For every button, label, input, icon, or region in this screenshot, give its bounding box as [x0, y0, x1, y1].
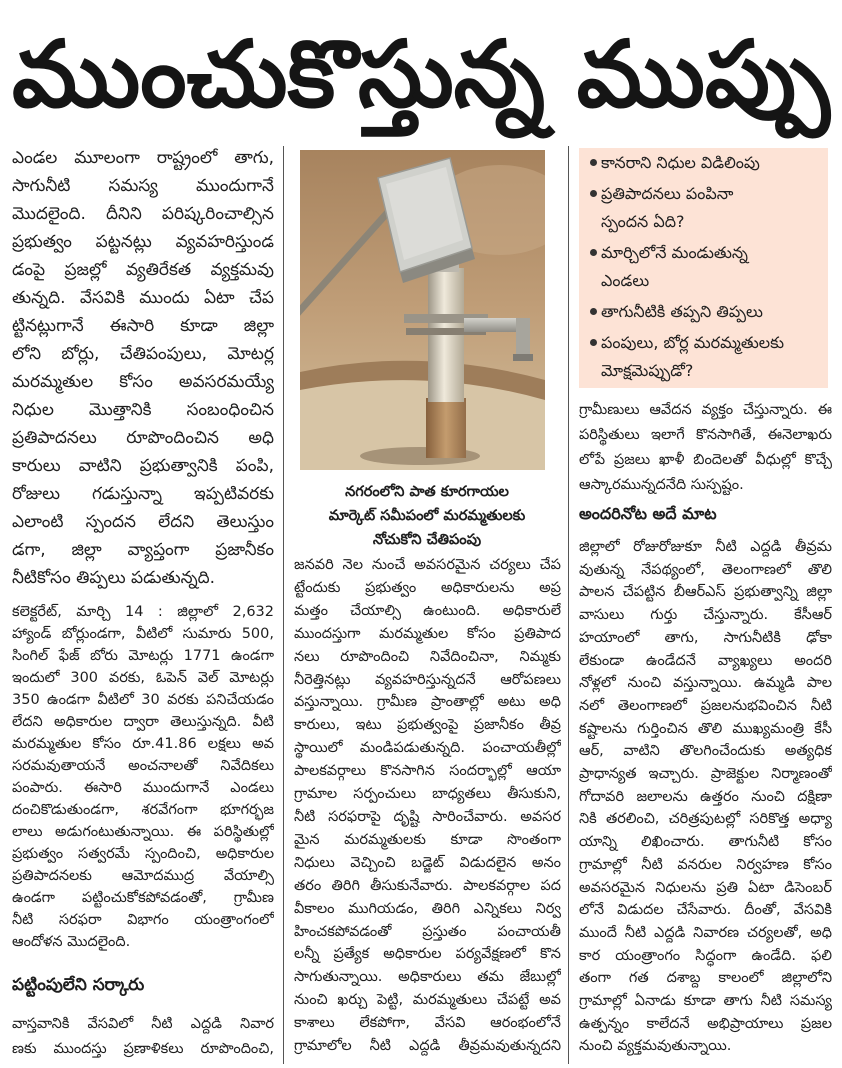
text-line: ప్రాధాన్యత ఇచ్చారు. ప్రాజెక్టుల నిర్మాణంతో [579, 766, 832, 783]
text-line: లేకుండా ఉండేదనే వ్యాఖ్యలు అందరి [579, 652, 832, 669]
text-line: నీటి సరఫరా విభాగం యంత్రాంగంలో [12, 912, 274, 928]
text-line: వుతున్న నేపథ్యంలో, తెలంగాణలో తొలి [579, 561, 832, 578]
text-line: లాలు అడుగంటుతున్నాయి. ఈ పరిస్థితుల్లో [12, 824, 274, 840]
subheading [579, 500, 832, 528]
text-line: మరమ్మతుల కోసం అవసరమయ్యే [12, 372, 274, 392]
text-line: మరమ్మతుల కోసం రూ.41.86 లక్షలు అవ [12, 736, 274, 752]
text-line: ఎండలు [601, 271, 650, 290]
text-line: నీటికోసం తిప్పలు పడుతున్నది. [12, 568, 216, 588]
text-line: మార్కెట్ సమీపంలో మరమ్మతులకు [328, 508, 526, 524]
text-line: సరమవుతాయనే అంచనాలతో నివేదికలు [12, 758, 274, 774]
text-line: మొదలైంది. దీనిని పరిష్కరించాల్సిన [12, 204, 274, 224]
highlight-text [601, 180, 822, 236]
text-line: కానరాని నిధుల విడిలింపు [601, 153, 760, 172]
highlight-text [601, 239, 822, 295]
column-divider [283, 146, 284, 1064]
text-line: కారులు, ఇటు ప్రభుత్వంపై ప్రజానీకం తీవ్ర [294, 717, 561, 734]
text-line: ప్రతిపాదనలు రూపొందించిన అధి [12, 428, 274, 448]
text-line: ముందే నీటి ఎద్దడి నివారణ చర్యలతో, అధి [579, 924, 832, 941]
text-line: నుంచి వ్యక్తమవుతున్నాయి. [579, 1038, 732, 1055]
pump-base [426, 398, 466, 458]
text-line: సాగుతున్నాయి. అధికారులు తమ జేబుల్లో [294, 969, 561, 986]
text-line: నిధులు వెచ్చించి బడ్జెట్ విడుదలైన అనం [294, 854, 561, 871]
highlight-item [579, 329, 828, 385]
text-line: తంగా గత దశాబ్ద కాలంలో జిల్లాలోని [579, 970, 832, 987]
text-line: పాలకవర్గాలు కొనసాగిన సందర్భాల్లో ఆయా [294, 763, 561, 780]
text-line: గోదావరి జలాలను ఉత్తరం నుంచి దక్షిణా [579, 788, 832, 805]
text-line: నోచుకోని చేతిపంపు [372, 532, 482, 548]
text-line: ప్రభుత్వం పట్టనట్లు వ్యవహరిస్తుండ [12, 232, 274, 252]
text-line: నోళ్లలో నుంచి వస్తున్నాయి. ఉమ్మడి పాల [579, 675, 832, 692]
text-line: మైన మరమ్మతులకు కూడా సొంతంగా [294, 831, 561, 848]
highlight-item [579, 298, 828, 326]
text-line: ఎండల మూలంగా రాష్ట్రంలో తాగు, [12, 148, 274, 168]
subheading [12, 971, 274, 999]
text-line: కష్టాలను గుర్తించిన తొలి ముఖ్యమంత్రి కేసీ [579, 720, 832, 737]
text-line: హ్యాండ్ బోర్లుండగా, వీటిలో సుమారు 500, [12, 626, 274, 642]
text-line: ఉత్పన్నం కాలేదనే అభిప్రాయాలు ప్రజల [579, 1015, 832, 1032]
text-line: 350 ఉండగా వీటిలో 30 వరకు పనిచేయడం [12, 692, 274, 708]
text-line: కాశాలు లేకపోగా, వేసవి ఆరంభంలోనే [294, 1015, 561, 1032]
text-line: తున్నది. వేసవికి ముందు ఏటా చేప [12, 288, 274, 308]
text-line: డగా, జిల్లా వ్యాప్తంగా ప్రజానీకం [12, 540, 274, 560]
right-body-paragraph [579, 536, 832, 1062]
text-line: నలో తెలంగాణలో ప్రజలనుభవించిన నీటి [579, 697, 832, 714]
bullet-icon [590, 249, 597, 256]
text-line: నీటి సరఫరాపై దృష్టి సారించేవారు. అవసర [294, 808, 561, 825]
text-line: నుంచి ఖర్చు పెట్టి, మరమ్మతులు చేపట్టే అవ [294, 992, 561, 1009]
text-line: గ్రామీణులు ఆవేదన వ్యక్తం చేస్తున్నారు. ఈ [579, 402, 832, 418]
text-line: ట్టేందుకు ప్రభుత్వం అధికారులను అప్ర [294, 579, 561, 596]
text-line: ప్రభుత్వం సత్వరమే స్పందించి, అధికారుల [12, 846, 274, 862]
text-line: లన్నీ ప్రత్యేక అధికారుల పర్యవేక్షణలో కొన [294, 946, 561, 963]
text-line: ణకు ముందస్తు ప్రణాళికలు రూపొందించి, [12, 1041, 274, 1057]
left-body-paragraph [12, 601, 274, 955]
text-line: గ్రామాల్లో ఏనాడు కూడా తాగు నీటి సమస్య [579, 993, 832, 1010]
headline: ముంచుకొస్తున్న ముప్పు [12, 21, 830, 128]
text-line: హయాంలో తాగు, సాగునీటికి ఢోకా [579, 629, 832, 646]
text-line: పంపులు, బోర్ల మరమ్మతులకు [601, 333, 785, 352]
text-line: రోజులు గడుస్తున్నా ఇప్పటివరకు [12, 484, 274, 504]
text-line: ఇందులో 300 వరకు, ఓపెన్ వెల్ మోటర్లు [12, 670, 274, 686]
text-line: మత్తం చేయాల్సి ఉంటుంది. అధికారులే [294, 602, 561, 619]
photo-frame [300, 150, 545, 470]
text-line: లోపే ప్రజలు ఖాళీ బిందెలతో వీధుల్లో కొచ్చే [579, 452, 832, 468]
column-divider [568, 146, 569, 1064]
text-line: పంపారు. ఈసారి ముందుగానే ఎండలు [12, 780, 274, 796]
text-line: మోక్షమెప్పుడో? [601, 361, 694, 380]
text-line: ట్టినట్లుగానే ఈసారి కూడా జిల్లా [12, 316, 274, 336]
text-line: స్థాయిలో మండిపడుతున్నది. పంచాయతీల్లో [294, 740, 561, 757]
text-line: హించకపోవడంతో ప్రస్తుతం పంచాయతీ [294, 923, 561, 940]
text-line: వస్తున్నాయి. గ్రామీణ ప్రాంతాల్లో అటు అధి [294, 694, 561, 711]
text-line: వీకాలం ముగియడం, తిరిగి ఎన్నికలు నిర్వ [294, 900, 561, 917]
text-line: ఆస్కారమున్నదనేది సుస్పష్టం. [579, 477, 744, 493]
hand-pump-photo [300, 150, 545, 470]
bullet-icon [590, 339, 597, 346]
text-line: కలెక్టరేట్, మార్చి 14 : జిల్లాలో 2,632 [12, 604, 274, 620]
text-line: ముందస్తుగా మరమ్మతుల కోసం ప్రతిపాద [294, 625, 561, 642]
highlight-text [601, 329, 822, 385]
text-line: ఆర్, వాటిని తొలగించేందుకు అత్యధిక [579, 743, 832, 760]
text-line: దంచికొడుతుండగా, శరవేగంగా భూగర్భజ [12, 802, 274, 818]
highlight-item [579, 239, 828, 295]
highlight-text [601, 149, 822, 177]
text-line: స్పందన ఏది? [601, 212, 685, 231]
text-line: లోనే విడుదల చేసేవారు. దీంతో, వేసవికి [579, 902, 832, 919]
text-line: ఎలాంటి స్పందన లేదని తెలుస్తుం [12, 512, 274, 532]
text-line: కార యంత్రాంగం సిద్ధంగా ఉండేది. ఫలి [579, 947, 832, 964]
text-line: పరిస్థితులు ఇలాగే కొనసాగితే, ఈనెలాఖరు [579, 427, 832, 443]
right-intro-paragraph [579, 398, 832, 500]
text-line: ప్రతిపాదనలు పంపినా [601, 184, 734, 203]
lead-paragraph [12, 144, 274, 594]
middle-body-paragraph [294, 554, 561, 1062]
text-line: వాసులు గుర్తు చేస్తున్నారు. కేసీఆర్ [579, 607, 832, 624]
highlight-text [601, 298, 822, 326]
text-line: లోని బోర్లు, చేతిపంపులు, మోటర్ల [12, 344, 274, 364]
text-line: ఉండగా పట్టించుకోకపోవడంతో, గ్రామీణ [12, 890, 274, 906]
text-line: మార్చిలోనే మండుతున్న [601, 243, 748, 262]
text-line: కారులు వాటిని ప్రభుత్వానికి పంపి, [12, 456, 274, 476]
text-line: గ్రామాల సర్పంచులు బాధ్యతలు తీసుకుని, [294, 786, 561, 803]
text-line: డంపై ప్రజల్లో వ్యతిరేకత వ్యక్తమవు [12, 260, 274, 280]
text-line: నికి తరలించి, చరిత్రపుటల్లో సరికొత్త అధ్యా [579, 811, 832, 828]
text-line: ప్రతిపాదనలకు ఆమోదముద్ర వేయాల్సి [12, 868, 274, 884]
text-line: అవసరమైన నిధులను ప్రతి ఏటా డిసెంబర్ [579, 879, 832, 896]
text-line: నలు రూపొందించి నివేదించినా, నిమ్మకు [294, 648, 561, 665]
highlight-item [579, 149, 828, 177]
text-line: వాస్తవానికి వేసవిలో నీటి ఎద్దడి నివార [12, 1016, 274, 1032]
text-line: గ్రామాలోల నీటి ఎద్దడి తీవ్రమవుతున్నదని [294, 1038, 561, 1055]
text-line: తరం తిరిగి తీసుకునేవారు. పాలకవర్గాల పద [294, 877, 561, 894]
text-line: గ్రామాల్లో నీటి వనరుల నిర్వహణ కోసం [579, 856, 832, 873]
text-line: తాగునీటికి తప్పని తిప్పలు [601, 302, 763, 321]
text-line: సాగునీటి సమస్య ముందుగానే [12, 176, 274, 196]
text-line: పాలన చేపట్టిన బీఆర్ఎస్ ప్రభుత్వాన్ని జిల్లా [579, 584, 832, 601]
text-line: జిల్లాలో రోజురోజుకూ నీటి ఎద్దడి తీవ్రమ [579, 539, 832, 555]
text-line: నిధుల మొత్తానికి సంబంధించిన [12, 400, 274, 420]
highlights-box [579, 148, 828, 388]
bullet-icon [590, 190, 597, 197]
subheading-text: అందరినోట అదే మాట [579, 504, 717, 523]
bullet-icon [590, 159, 597, 166]
text-line: లేదని అధికారుల ద్వారా తెలుస్తున్నది. వీటి [12, 714, 274, 730]
text-line: యాన్ని లిఖించారు. తాగునీటి కోసం [579, 834, 832, 851]
subheading-text: పట్టింపులేని సర్కారు [12, 975, 145, 995]
text-line: ఆందోళన మొదలైంది. [12, 934, 131, 950]
text-line: సింగిల్ ఫేజ్ బోరు మోటర్లు 1771 ఉండగా [12, 648, 274, 664]
photo-caption [294, 480, 560, 554]
text-line: జనవరి నెల నుంచే అవసరమైన చర్యలు చేప [294, 557, 561, 573]
text-line: నగరంలోని పాత కూరగాయల [345, 484, 509, 500]
text-line: నీరెత్తినట్లు వ్యవహరిస్తున్నదనే ఆరోపణలు [294, 671, 561, 688]
left-continuation-paragraph [12, 1012, 274, 1064]
bullet-icon [590, 308, 597, 315]
highlight-item [579, 180, 828, 236]
